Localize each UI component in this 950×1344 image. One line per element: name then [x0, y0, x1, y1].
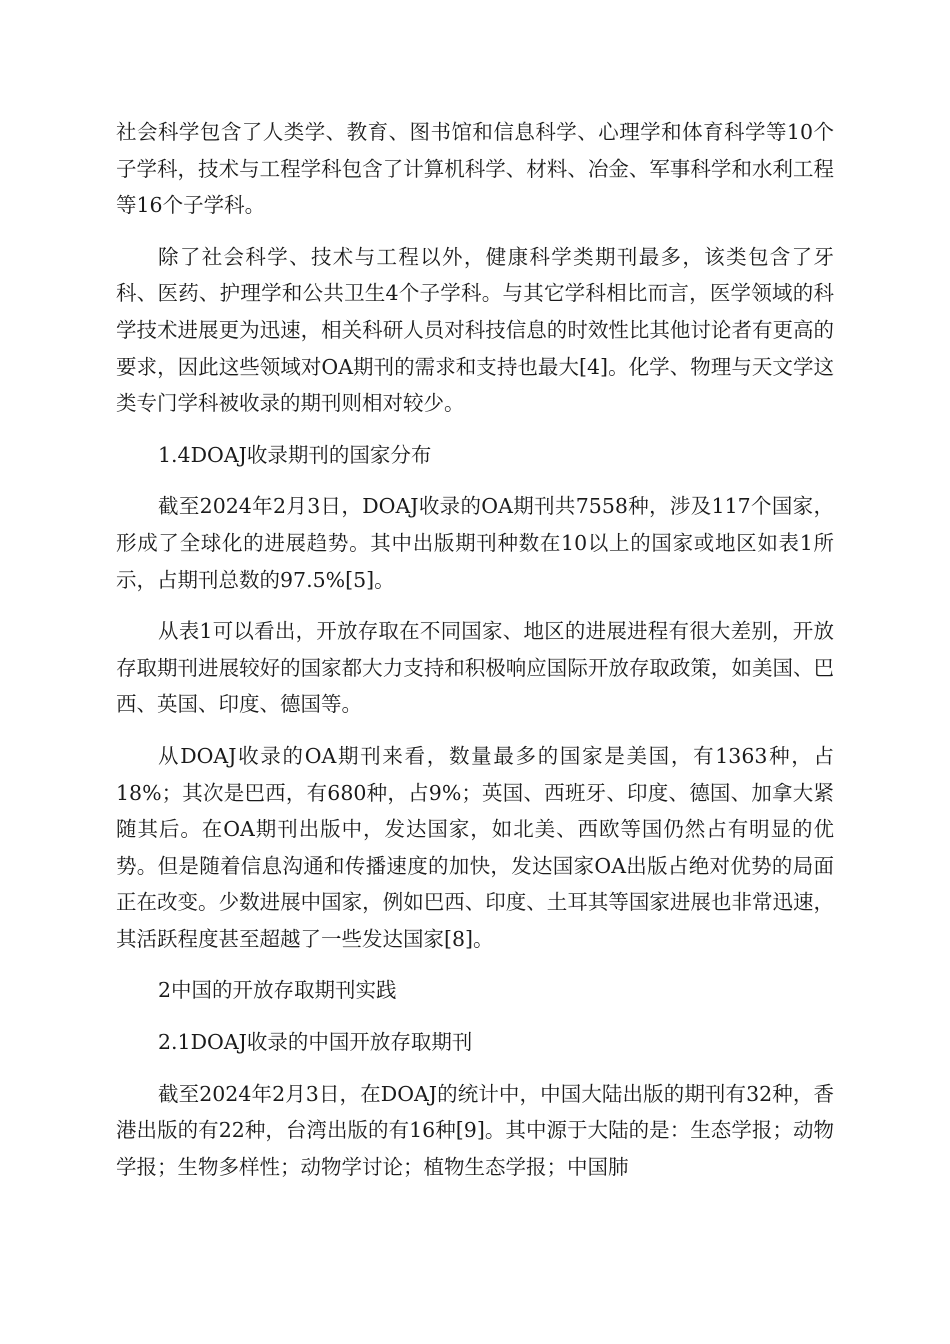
- paragraph-doaj-countries: 截至2024年2月3日，DOAJ收录的OA期刊共7558种，涉及117个国家，形成了全球化的进展趋势。其中出版期刊种数在10以上的国家或地区如表1所示，占期刊总数的97.5%[5]。: [116, 494, 834, 592]
- section-heading-1-4: 1.4DOAJ收录期刊的国家分布: [158, 442, 432, 467]
- section-heading-2-1: 2.1DOAJ收录的中国开放存取期刊: [158, 1030, 473, 1055]
- section-heading-2: 2中国的开放存取期刊实践: [158, 978, 397, 1003]
- paragraph-china-journals: 截至2024年2月3日，在DOAJ的统计中，中国大陆出版的期刊有32种，香港出版的有22种，台湾出版的有16种[9]。其中源于大陆的是：生态学报；动物学报；生物多样性；动物学讨论；植物生态学报；中国肺: [116, 1081, 834, 1179]
- paragraph-social-science: 社会科学包含了人类学、教育、图书馆和信息科学、心理学和体育科学等10个子学科，技术与工程学科包含了计算机科学、材料、冶金、军事科学和水利工程等16个子学科。: [116, 120, 834, 218]
- paragraph-table-1-analysis: 从表1可以看出，开放存取在不同国家、地区的进展进程有很大差别，开放存取期刊进展较好的国家都大力支持和积极响应国际开放存取政策，如美国、巴西、英国、印度、德国等。: [116, 619, 834, 717]
- paragraph-country-ranking: 从DOAJ收录的OA期刊来看，数量最多的国家是美国，有1363种，占18%；其次是巴西，有680种，占9%；英国、西班牙、印度、德国、加拿大紧随其后。在OA期刊出版中，发达国家，如北美、西欧等国仍然占有明显的优势。但是随着信息沟通和传播速度的加快，发达国家OA出版占绝对优势的局面正在改变。少数进展中国家，例如巴西、印度、土耳其等国家进展也非常迅速，其活跃程度甚至超越了一些发达国家[8]。: [116, 743, 834, 951]
- document-page: [116, 114, 834, 1200]
- paragraph-health-science: 除了社会科学、技术与工程以外，健康科学类期刊最多，该类包含了牙科、医药、护理学和公共卫生4个子学科。与其它学科相比而言，医学领域的科学技术进展更为迅速，相关科研人员对科技信息的时效性比其他讨论者有更高的要求，因此这些领域对OA期刊的需求和支持也最大[4]。化学、物理与天文学这类专门学科被收录的期刊则相对较少。: [116, 244, 834, 416]
